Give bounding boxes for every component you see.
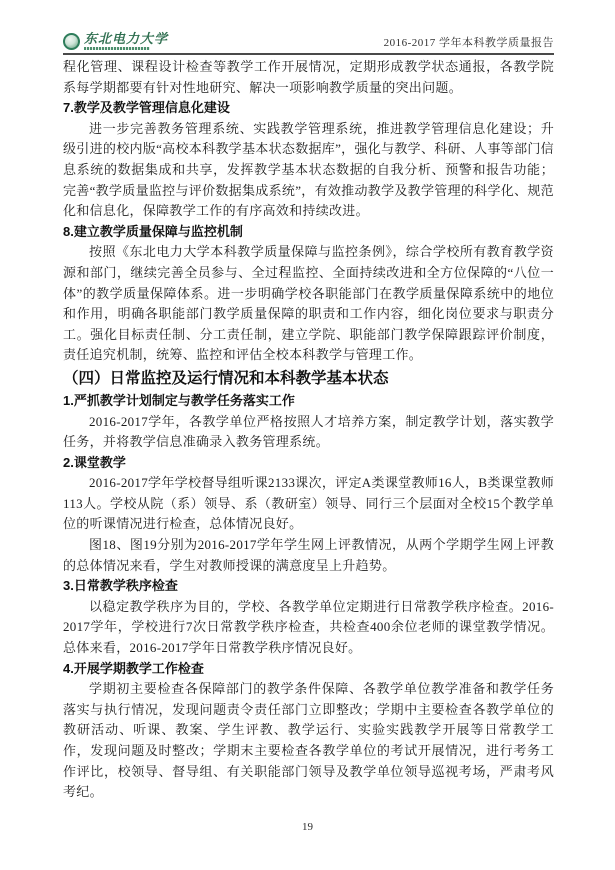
body-paragraph: 2016-2017学年，各教学单位严格按照人才培养方案，制定教学计划，落实教学任务，并将教学信息准确录入教务管理系统。 (63, 413, 554, 450)
subsection-heading: 2.课堂教学 (63, 454, 126, 470)
subsection-heading: 8.建立教学质量保障与监控机制 (63, 223, 243, 239)
page-number: 19 (302, 821, 313, 833)
page-header (63, 26, 554, 55)
body-paragraph: 学期初主要检查各保障部门的教学条件保障、各教学单位教学准备和教学任务落实与执行情况，发现问题责令责任部门立即整改；学期中主要检查各教学单位的教研活动、听课、教案、学生评教、教学运行、实验实践教学开展等日常教学工作，发现问题及时整改；学期末主要检查各教学单位的考试开展情况，进行考务工作评比，校领导、督导组、有关职能部门领导及教学单位领导巡视考场，严肃考风考纪。 (63, 681, 554, 800)
page-footer (0, 821, 615, 833)
subsection-heading: 7.教学及教学管理信息化建设 (63, 100, 230, 116)
report-title: 2016-2017 学年本科教学质量报告 (383, 37, 554, 49)
body-paragraph: 以稳定教学秩序为目的，学校、各教学单位定期进行日常教学秩序检查。2016-2017学年，学校进行7次日常教学秩序检查，共检查400余位老师的课堂教学情况。总体来看，2016-2017学年日常教学秩序情况良好。 (63, 598, 554, 656)
university-logo (63, 32, 168, 50)
body-paragraph: 按照《东北电力大学本科教学质量保障与监控条例》，综合学校所有教育教学资源和部门，继续完善全员参与、全过程监控、全面持续改进和全方位保障的“八位一体”的教学质量保障体系。进一步明确学校各职能部门在教学质量保障系统中的地位和作用，明确各职能部门教学质量保障的职责和工作内容，细化岗位要求与职责分工。强化目标责任制、分工责任制，建立学院、职能部门教学保障跟踪评价制度，责任追究机制，统筹、监控和评估全校本科教学与管理工作。 (63, 244, 554, 363)
body-paragraph: 图18、图19分别为2016-2017学年学生网上评教情况，从两个学期学生网上评教的总体情况来看，学生对教师授课的满意度呈上升趋势。 (63, 537, 554, 573)
logo-text (84, 32, 168, 50)
section-heading: （四）日常监控及运行情况和本科教学基本状态 (63, 369, 389, 387)
university-emblem-icon (63, 33, 80, 50)
subsection-heading: 3.日常教学秩序检查 (63, 578, 178, 594)
subsection-heading: 1.严抓教学计划制定与教学任务落实工作 (63, 392, 295, 408)
body-paragraph: 2016-2017学年学校督导组听课2133课次，评定A类课堂教师16人，B类课堂教师113人。学校从院（系）领导、系（教研室）领导、同行三个层面对全校15个教学单位的听课情况进行检查，总体情况良好。 (63, 475, 554, 532)
document-body (63, 57, 554, 803)
body-paragraph: 进一步完善教务管理系统、实践教学管理系统，推进教学管理信息化建设；升级引进的校内版“高校本科教学基本状态数据库”，强化与教学、科研、人事等部门信息系统的数据集成和共享，发挥教学基本状态数据的自我分析、预警和报告功能；完善“教学质量监控与评价数据集成系统”，有效推动教学及教学管理的科学化、规范化和信息化，保障教学工作的有序高效和持续改进。 (63, 120, 554, 219)
logo-english-subtext-bar (84, 47, 150, 50)
university-name: 东北电力大学 (84, 31, 169, 46)
body-paragraph: 程化管理、课程设计检查等教学工作开展情况，定期形成教学状态通报，各教学院系每学期都要有针对性地研究、解决一项影响教学质量的突出问题。 (63, 59, 554, 95)
subsection-heading: 4.开展学期教学工作检查 (63, 660, 204, 676)
